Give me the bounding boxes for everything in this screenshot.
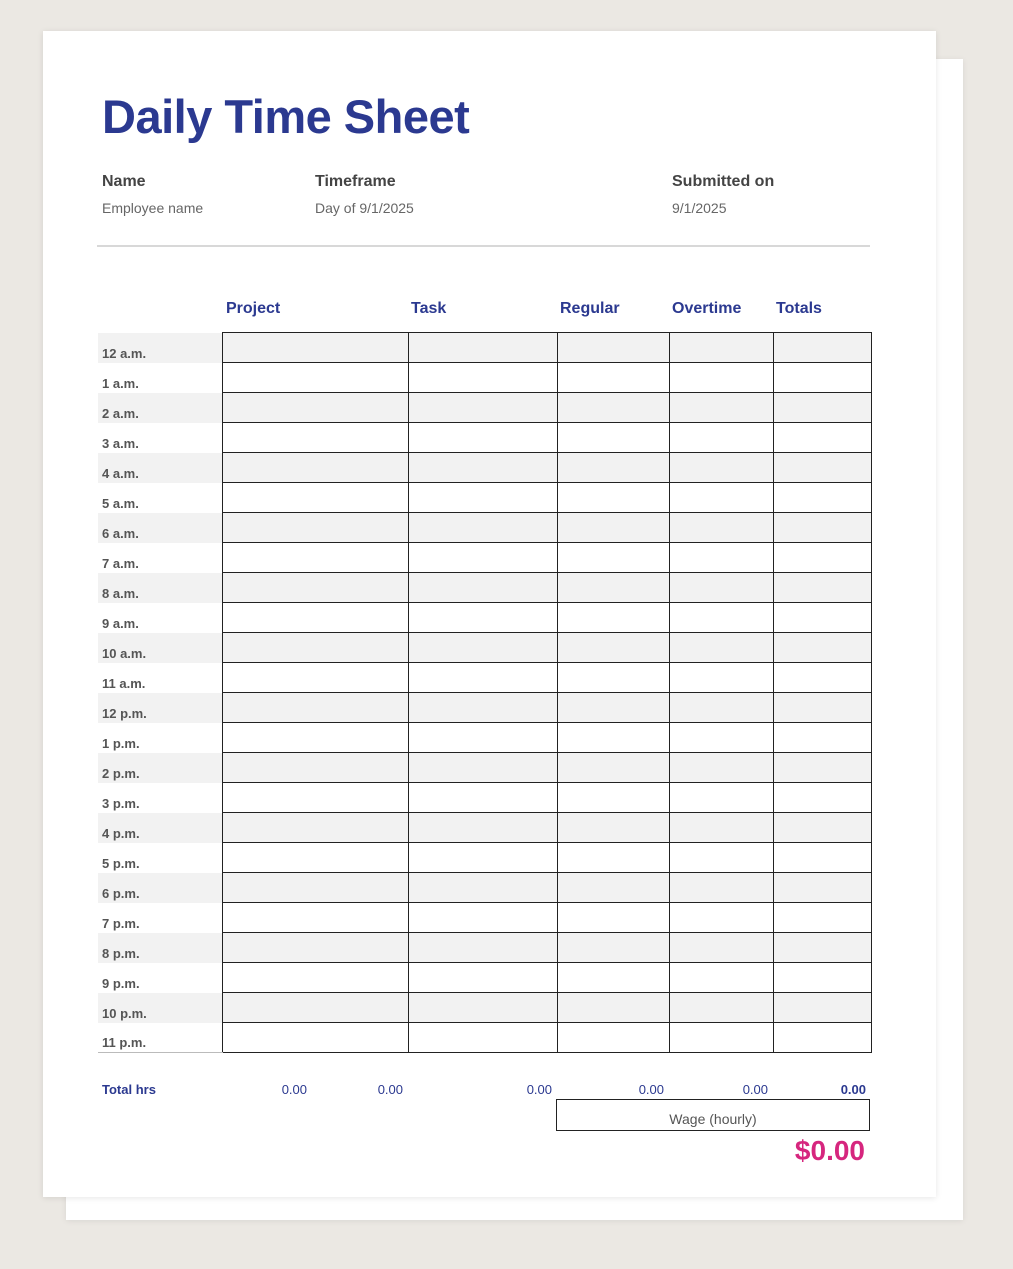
- project-cell[interactable]: [222, 633, 408, 663]
- totals-cell[interactable]: [773, 453, 871, 483]
- task-cell[interactable]: [408, 903, 557, 933]
- totals-cell[interactable]: [773, 693, 871, 723]
- table-row: [98, 423, 871, 453]
- overtime-cell[interactable]: [669, 453, 773, 483]
- project-cell[interactable]: [222, 783, 408, 813]
- totals-cell[interactable]: [773, 933, 871, 963]
- overtime-cell[interactable]: [669, 993, 773, 1023]
- project-cell[interactable]: [222, 933, 408, 963]
- table-row: [98, 903, 871, 933]
- totals-cell[interactable]: [773, 723, 871, 753]
- task-cell[interactable]: [408, 813, 557, 843]
- regular-cell[interactable]: [557, 813, 669, 843]
- regular-cell[interactable]: [557, 633, 669, 663]
- table-row: [98, 333, 871, 363]
- hour-label: 1 p.m.: [102, 735, 140, 751]
- project-cell[interactable]: [222, 993, 408, 1023]
- overtime-cell[interactable]: [669, 573, 773, 603]
- regular-cell[interactable]: [557, 483, 669, 513]
- totals-cell[interactable]: [773, 843, 871, 873]
- hour-label: 1 a.m.: [102, 375, 139, 391]
- table-row: [98, 483, 871, 513]
- total-hrs-label: Total hrs: [102, 1082, 156, 1097]
- table-row: [98, 543, 871, 573]
- regular-cell[interactable]: [557, 573, 669, 603]
- overtime-cell[interactable]: [669, 393, 773, 423]
- name-value[interactable]: Employee name: [102, 200, 204, 216]
- regular-cell[interactable]: [557, 933, 669, 963]
- table-row: [98, 993, 871, 1023]
- hour-label: 7 a.m.: [102, 555, 139, 571]
- column-header-overtime: Overtime: [672, 300, 742, 317]
- table-row: [98, 1023, 871, 1053]
- project-cell[interactable]: [222, 1023, 408, 1053]
- table-row: [98, 813, 871, 843]
- totals-cell[interactable]: [773, 813, 871, 843]
- regular-cell[interactable]: [557, 1023, 669, 1053]
- overtime-cell[interactable]: [669, 363, 773, 393]
- table-row: [98, 663, 871, 693]
- totals-cell[interactable]: [773, 633, 871, 663]
- table-row: [98, 453, 871, 483]
- total-value: 0.00: [281, 1082, 307, 1097]
- regular-cell[interactable]: [557, 333, 669, 363]
- project-cell[interactable]: [222, 693, 408, 723]
- hour-label: 12 a.m.: [98, 333, 222, 363]
- totals-cell[interactable]: [773, 603, 871, 633]
- overtime-cell[interactable]: [669, 873, 773, 903]
- totals-cell[interactable]: [773, 573, 871, 603]
- hour-label: 11 a.m.: [102, 675, 146, 691]
- overtime-cell[interactable]: [669, 903, 773, 933]
- hour-label: 12 p.m.: [98, 693, 222, 723]
- project-cell[interactable]: [222, 723, 408, 753]
- grand-total-value: 0.00: [840, 1082, 866, 1097]
- wage-hourly-field[interactable]: Wage (hourly): [556, 1099, 870, 1131]
- overtime-cell[interactable]: [669, 753, 773, 783]
- totals-cell[interactable]: [773, 483, 871, 513]
- regular-cell[interactable]: [557, 873, 669, 903]
- total-value: 0.00: [526, 1082, 552, 1097]
- timeframe-label: Timeframe: [315, 173, 396, 190]
- table-row: [98, 783, 871, 813]
- regular-cell[interactable]: [557, 543, 669, 573]
- name-label: Name: [102, 173, 146, 190]
- hour-label: 10 p.m.: [98, 993, 222, 1023]
- column-header-totals: Totals: [776, 300, 822, 317]
- regular-cell[interactable]: [557, 843, 669, 873]
- task-cell[interactable]: [408, 513, 557, 543]
- project-cell[interactable]: [222, 363, 408, 393]
- project-cell[interactable]: [222, 903, 408, 933]
- table-row: [98, 843, 871, 873]
- hour-label: 9 a.m.: [102, 615, 139, 631]
- task-cell[interactable]: [408, 603, 557, 633]
- table-row: [98, 633, 871, 663]
- totals-cell[interactable]: [773, 393, 871, 423]
- task-cell[interactable]: [408, 783, 557, 813]
- hour-label: 4 a.m.: [98, 453, 222, 483]
- regular-cell[interactable]: [557, 783, 669, 813]
- overtime-cell[interactable]: [669, 693, 773, 723]
- regular-cell[interactable]: [557, 693, 669, 723]
- regular-cell[interactable]: [557, 753, 669, 783]
- totals-cell[interactable]: [773, 903, 871, 933]
- total-value: 0.00: [742, 1082, 768, 1097]
- task-cell[interactable]: [408, 1023, 557, 1053]
- totals-cell[interactable]: [773, 963, 871, 993]
- totals-cell[interactable]: [773, 753, 871, 783]
- overtime-cell[interactable]: [669, 813, 773, 843]
- regular-cell[interactable]: [557, 903, 669, 933]
- hour-label: 4 p.m.: [98, 813, 222, 843]
- project-cell[interactable]: [222, 393, 408, 423]
- totals-cell[interactable]: [773, 993, 871, 1023]
- task-cell[interactable]: [408, 543, 557, 573]
- task-cell[interactable]: [408, 663, 557, 693]
- task-cell[interactable]: [408, 933, 557, 963]
- totals-cell[interactable]: [773, 1023, 871, 1053]
- task-cell[interactable]: [408, 333, 557, 363]
- task-cell[interactable]: [408, 423, 557, 453]
- overtime-cell[interactable]: [669, 843, 773, 873]
- totals-cell[interactable]: [773, 873, 871, 903]
- overtime-cell[interactable]: [669, 333, 773, 363]
- total-amount: $0.00: [794, 1135, 865, 1166]
- table-row: [98, 603, 871, 633]
- overtime-cell[interactable]: [669, 723, 773, 753]
- project-cell[interactable]: [222, 483, 408, 513]
- task-cell[interactable]: [408, 843, 557, 873]
- project-cell[interactable]: [222, 753, 408, 783]
- column-header-regular: Regular: [560, 300, 620, 317]
- table-row: [98, 573, 871, 603]
- column-header-project: Project: [226, 300, 281, 317]
- column-header-task: Task: [411, 300, 447, 317]
- table-row: [98, 753, 871, 783]
- submitted-label: Submitted on: [672, 173, 775, 190]
- hour-label: 8 p.m.: [98, 933, 222, 963]
- project-cell[interactable]: [222, 513, 408, 543]
- regular-cell[interactable]: [557, 993, 669, 1023]
- hour-label: 5 p.m.: [102, 855, 140, 871]
- task-cell[interactable]: [408, 693, 557, 723]
- regular-cell[interactable]: [557, 663, 669, 693]
- regular-cell[interactable]: [557, 513, 669, 543]
- hour-label: 7 p.m.: [102, 915, 140, 931]
- task-cell[interactable]: [408, 963, 557, 993]
- project-cell[interactable]: [222, 453, 408, 483]
- project-cell[interactable]: [222, 663, 408, 693]
- totals-cell[interactable]: [773, 543, 871, 573]
- task-cell[interactable]: [408, 453, 557, 483]
- regular-cell[interactable]: [557, 603, 669, 633]
- timeframe-value[interactable]: Day of 9/1/2025: [315, 200, 414, 216]
- total-value: 0.00: [377, 1082, 403, 1097]
- task-cell[interactable]: [408, 723, 557, 753]
- regular-cell[interactable]: [557, 453, 669, 483]
- regular-cell[interactable]: [557, 963, 669, 993]
- regular-cell[interactable]: [557, 723, 669, 753]
- project-cell[interactable]: [222, 843, 408, 873]
- hour-label: 10 a.m.: [98, 633, 222, 663]
- hour-label: 9 p.m.: [102, 975, 140, 991]
- hour-label: 2 a.m.: [98, 393, 222, 423]
- overtime-cell[interactable]: [669, 483, 773, 513]
- table-row: [98, 873, 871, 903]
- totals-cell[interactable]: [773, 513, 871, 543]
- regular-cell[interactable]: [557, 393, 669, 423]
- hour-label: 6 p.m.: [98, 873, 222, 903]
- task-cell[interactable]: [408, 573, 557, 603]
- task-cell[interactable]: [408, 993, 557, 1023]
- hour-label: 8 a.m.: [98, 573, 222, 603]
- task-cell[interactable]: [408, 873, 557, 903]
- hour-label: 6 a.m.: [98, 513, 222, 543]
- table-row: [98, 513, 871, 543]
- project-cell[interactable]: [222, 603, 408, 633]
- task-cell[interactable]: [408, 483, 557, 513]
- hour-label: 3 a.m.: [102, 435, 139, 451]
- time-sheet-page: [43, 31, 936, 1197]
- table-row: [98, 363, 871, 393]
- project-cell[interactable]: [222, 963, 408, 993]
- hour-label: 3 p.m.: [102, 795, 140, 811]
- project-cell[interactable]: [222, 573, 408, 603]
- divider: [97, 245, 870, 247]
- project-cell[interactable]: [222, 423, 408, 453]
- task-cell[interactable]: [408, 753, 557, 783]
- overtime-cell[interactable]: [669, 963, 773, 993]
- regular-cell[interactable]: [557, 363, 669, 393]
- table-row: [98, 723, 871, 753]
- overtime-cell[interactable]: [669, 603, 773, 633]
- totals-cell[interactable]: [773, 333, 871, 363]
- totals-cell[interactable]: [773, 423, 871, 453]
- project-cell[interactable]: [222, 813, 408, 843]
- overtime-cell[interactable]: [669, 543, 773, 573]
- overtime-cell[interactable]: [669, 633, 773, 663]
- project-cell[interactable]: [222, 873, 408, 903]
- regular-cell[interactable]: [557, 423, 669, 453]
- total-value: 0.00: [638, 1082, 664, 1097]
- overtime-cell[interactable]: [669, 1023, 773, 1053]
- table-row: [98, 963, 871, 993]
- overtime-cell[interactable]: [669, 513, 773, 543]
- page-title: Daily Time Sheet: [102, 90, 470, 143]
- project-cell[interactable]: [222, 543, 408, 573]
- overtime-cell[interactable]: [669, 933, 773, 963]
- task-cell[interactable]: [408, 393, 557, 423]
- overtime-cell[interactable]: [669, 783, 773, 813]
- hour-label: 11 p.m.: [98, 1023, 222, 1053]
- totals-cell[interactable]: [773, 663, 871, 693]
- totals-cell[interactable]: [773, 363, 871, 393]
- submitted-value[interactable]: 9/1/2025: [672, 200, 727, 216]
- task-cell[interactable]: [408, 633, 557, 663]
- overtime-cell[interactable]: [669, 423, 773, 453]
- table-row: [98, 393, 871, 423]
- hour-label: 5 a.m.: [102, 495, 139, 511]
- time-grid: [98, 332, 872, 1053]
- project-cell[interactable]: [222, 333, 408, 363]
- task-cell[interactable]: [408, 363, 557, 393]
- totals-cell[interactable]: [773, 783, 871, 813]
- table-row: [98, 693, 871, 723]
- hour-label: 2 p.m.: [98, 753, 222, 783]
- overtime-cell[interactable]: [669, 663, 773, 693]
- table-row: [98, 933, 871, 963]
